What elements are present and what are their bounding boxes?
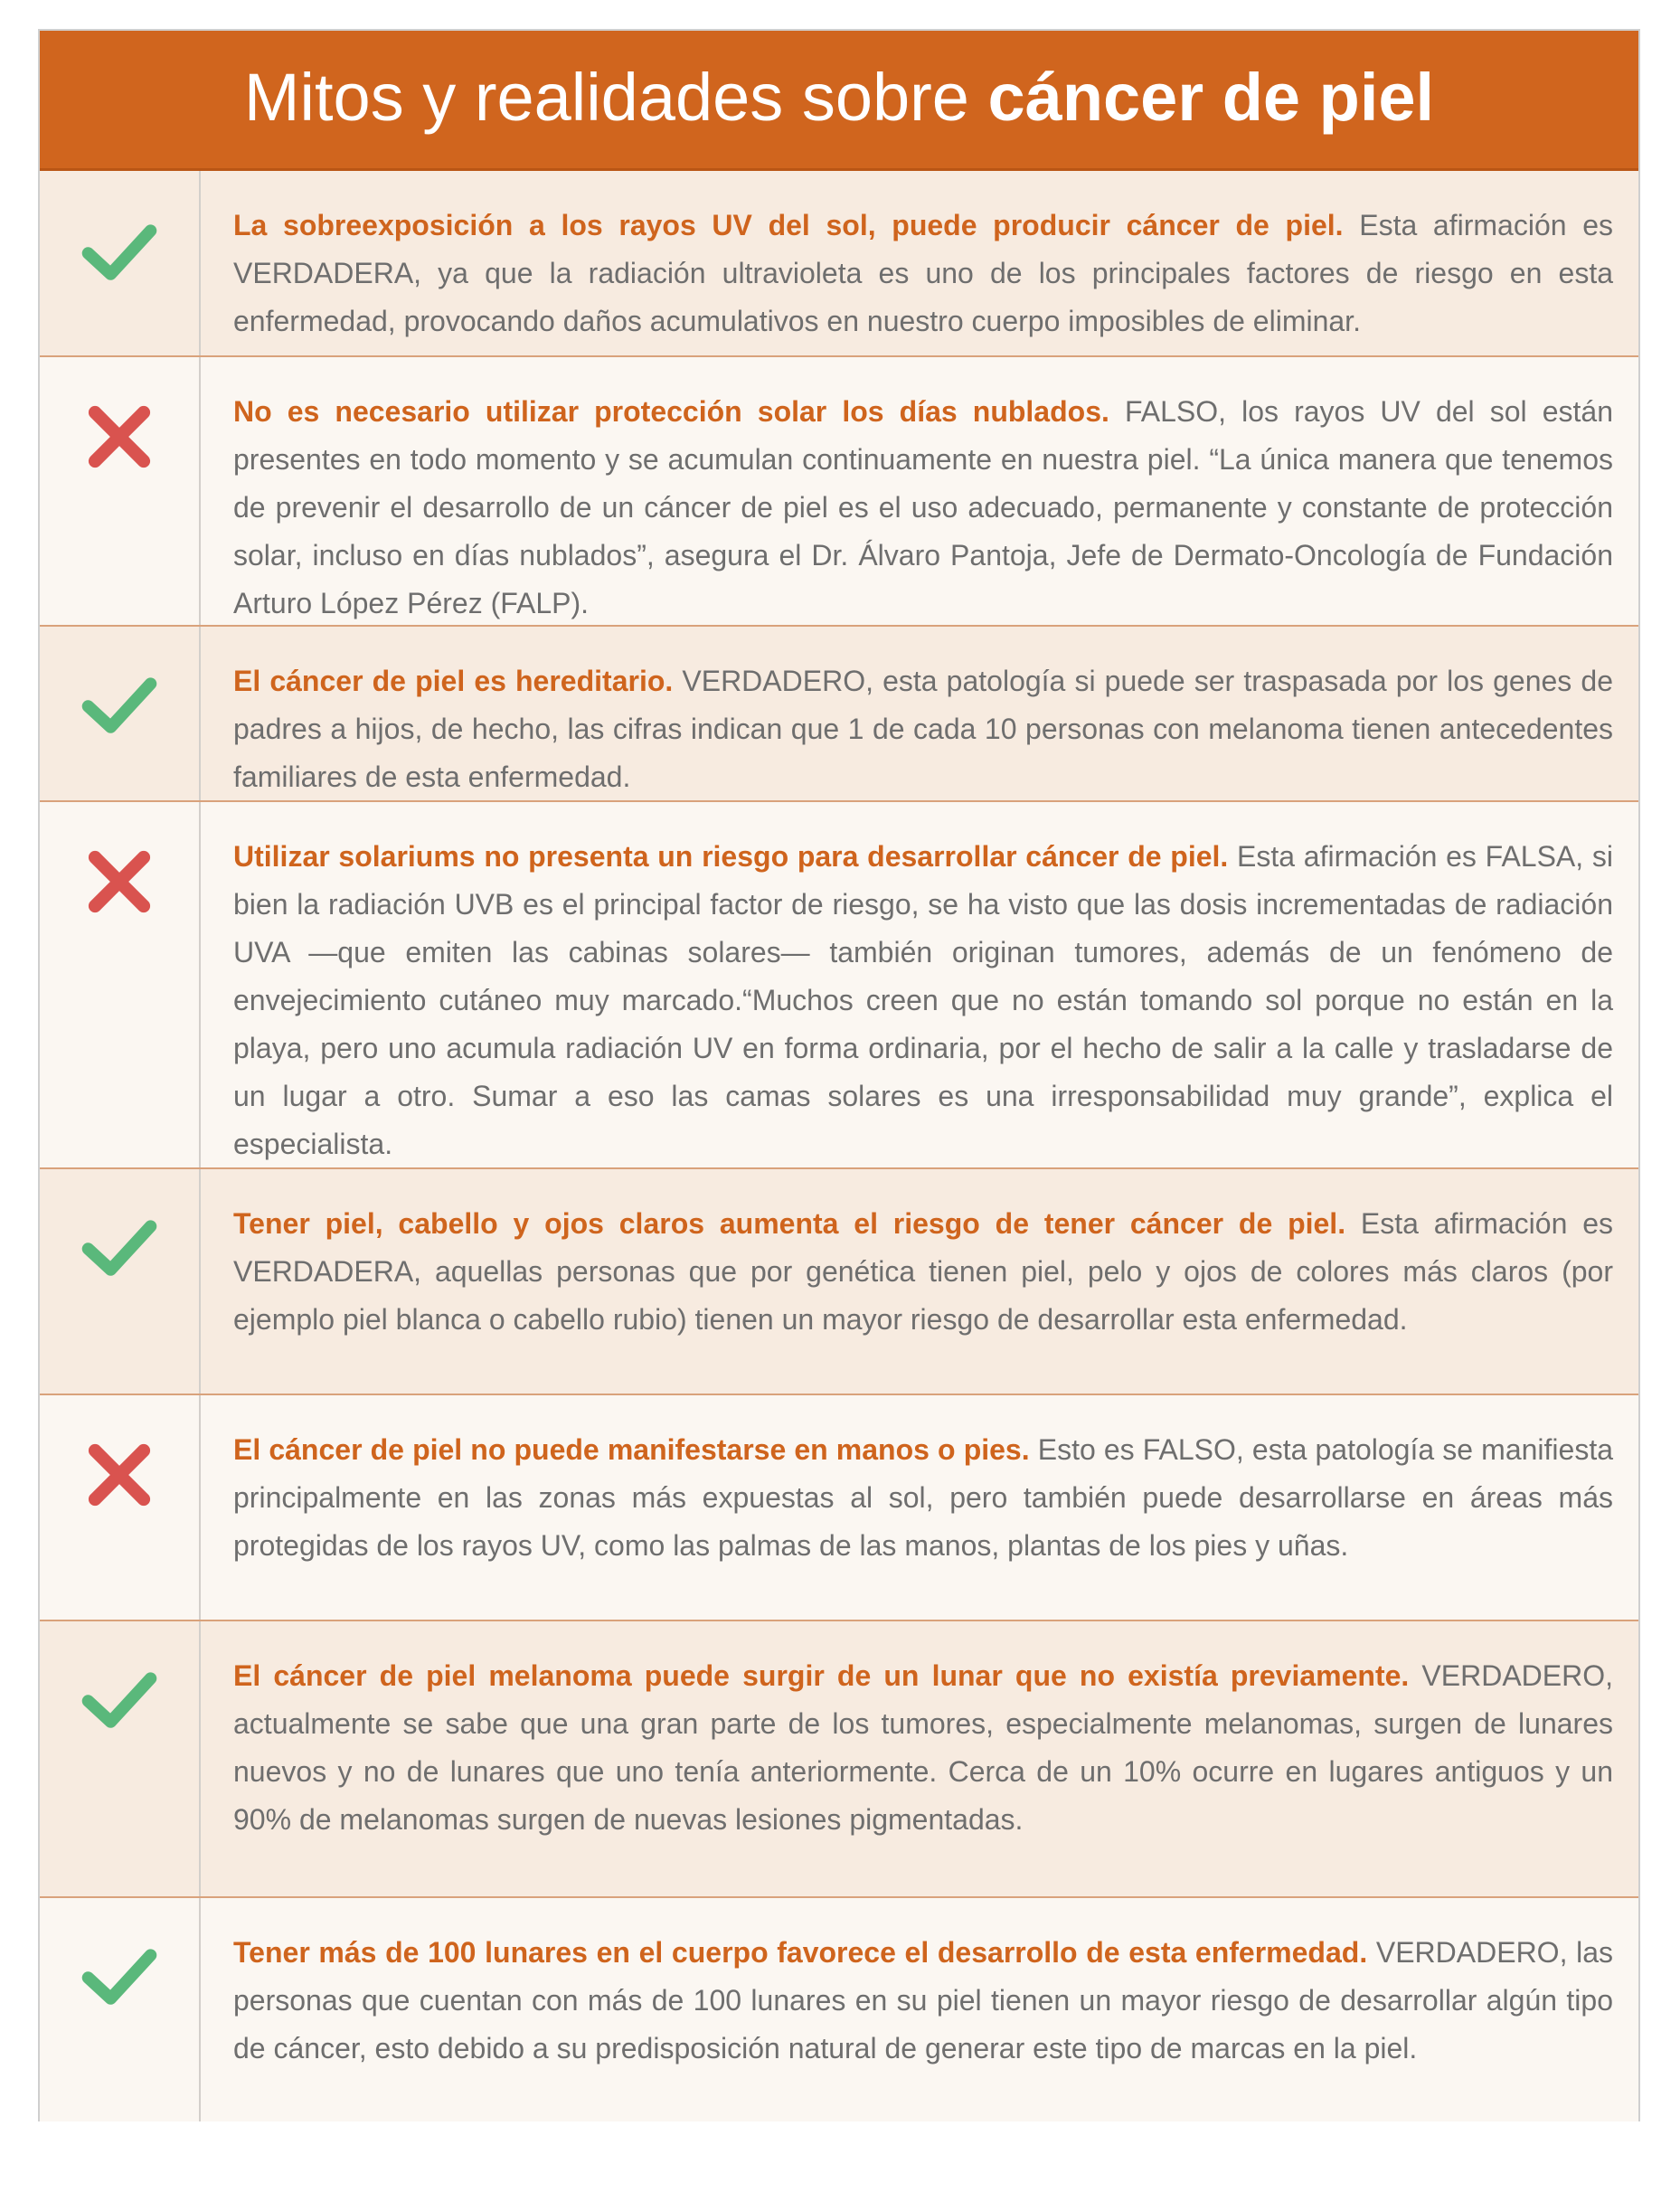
check-icon <box>76 1934 163 2021</box>
icon-cell <box>40 802 201 1167</box>
row-explanation: Esta afirmación es VERDADERA, ya que la radiación ultravioleta es uno de los principales factores de riesgo en esta enfermedad, provocando daños acumulativos en nuestro cuerpo imposibles de eliminar. <box>233 209 1614 337</box>
row-statement: El cáncer de piel es hereditario. <box>233 665 674 697</box>
row-explanation: Esto es FALSO, esta patología se manifiesta principalmente en las zonas más expuestas al sol, pero también puede desarrollarse en áreas más protegidas de los rayos UV, como las palmas de las manos, plantas de los pies y uñas. <box>233 1433 1614 1562</box>
row-statement: Tener más de 100 lunares en el cuerpo favorece el desarrollo de esta enfermedad. <box>233 1936 1368 1969</box>
row-text <box>233 1426 1613 1570</box>
cross-icon <box>76 1431 163 1518</box>
icon-cell <box>40 357 201 625</box>
row-statement: Utilizar solariums no presenta un riesgo para desarrollar cáncer de piel. <box>233 840 1229 873</box>
check-icon <box>76 1658 163 1744</box>
icon-cell <box>40 1621 201 1896</box>
row-text <box>233 1652 1613 1844</box>
row-explanation: Esta afirmación es FALSA, si bien la radiación UVB es el principal factor de riesgo, se ha visto que las dosis incrementadas de radiación UVA —que emiten las cabinas solares— también originan tumores, además de un fenómeno de envejecimiento cutáneo muy marcado.“Muchos creen que no están tomando sol porque no están en la playa, pero uno acumula radiación UV en forma ordinaria, por el hecho de salir a la calle y trasladarse de un lugar a otro. Sumar a eso las camas solares es una irresponsabilidad muy grande”, explica el especialista. <box>233 840 1614 1160</box>
icon-cell <box>40 171 201 355</box>
page-title <box>40 56 1638 139</box>
icon-cell <box>40 627 201 800</box>
infographic-sheet <box>38 29 1640 2121</box>
row-statement: El cáncer de piel melanoma puede surgir de un lunar que no existía previamente. <box>233 1659 1410 1692</box>
row-text <box>233 657 1613 801</box>
header-banner <box>40 31 1638 171</box>
row-text <box>233 1929 1613 2073</box>
row-explanation: VERDADERO, esta patología si puede ser traspasada por los genes de padres a hijos, de hecho, las cifras indican que 1 de cada 10 personas con melanoma tienen antecedentes familiares de esta enfermedad. <box>233 665 1614 793</box>
cross-icon <box>76 393 163 480</box>
check-icon <box>76 663 163 750</box>
row-explanation: Esta afirmación es VERDADERA, aquellas personas que por genética tienen piel, pelo y ojos de colores más claros (por ejemplo piel blanca o cabello rubio) tienen un mayor riesgo de desarrollar esta enfermedad. <box>233 1207 1614 1336</box>
table-row <box>40 1169 1638 1395</box>
check-icon <box>76 1205 163 1292</box>
row-text <box>233 202 1613 345</box>
icon-cell <box>40 1169 201 1394</box>
table-row <box>40 357 1638 627</box>
icon-cell <box>40 1898 201 2121</box>
table-row <box>40 627 1638 802</box>
table-row <box>40 1621 1638 1898</box>
row-statement: No es necesario utilizar protección solar los días nublados. <box>233 395 1109 428</box>
row-statement: La sobreexposición a los rayos UV del sol, puede producir cáncer de piel. <box>233 209 1344 241</box>
row-text <box>233 1200 1613 1344</box>
row-explanation: VERDADERO, actualmente se sabe que una gran parte de los tumores, especialmente melanomas, surgen de lunares nuevos y no de lunares que uno tenía anteriormente. Cerca de un 10% ocurre en lugares antiguos y un 90% de melanomas surgen de nuevas lesiones pigmentadas. <box>233 1659 1614 1836</box>
row-text <box>233 833 1613 1168</box>
title-light: Mitos y realidades sobre <box>243 60 988 135</box>
title-strong: cáncer de piel <box>987 60 1435 135</box>
check-icon <box>76 210 163 297</box>
table-row <box>40 1395 1638 1621</box>
table-row <box>40 802 1638 1169</box>
row-statement: El cáncer de piel no puede manifestarse en manos o pies. <box>233 1433 1030 1466</box>
cross-icon <box>76 838 163 925</box>
icon-cell <box>40 1395 201 1620</box>
row-explanation: VERDADERO, las personas que cuentan con más de 100 lunares en su piel tienen un mayor riesgo de desarrollar algún tipo de cáncer, esto debido a su predisposición natural de generar este tipo de marcas en la piel. <box>233 1936 1614 2064</box>
row-explanation: FALSO, los rayos UV del sol están presentes en todo momento y se acumulan continuamente en nuestra piel. “La única manera que tenemos de prevenir el desarrollo de un cáncer de piel es el uso adecuado, permanente y constante de protección solar, incluso en días nublados”, asegura el Dr. Álvaro Pantoja, Jefe de Dermato-Oncología de Fundación Arturo López Pérez (FALP). <box>233 395 1614 619</box>
table-row <box>40 1898 1638 2121</box>
row-text <box>233 388 1613 628</box>
table-row <box>40 171 1638 357</box>
row-statement: Tener piel, cabello y ojos claros aumenta el riesgo de tener cáncer de piel. <box>233 1207 1346 1240</box>
